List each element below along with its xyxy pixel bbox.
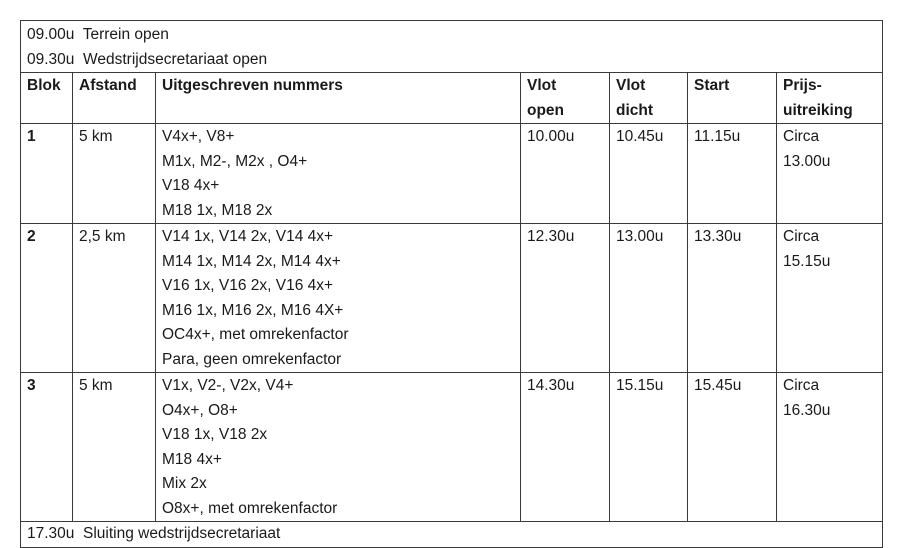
cell-blok: 1: [21, 124, 73, 224]
header-prijs-line2: uitreiking: [783, 101, 853, 119]
nummer-line: M14 1x, M14 2x, M14 4x+: [162, 252, 341, 270]
intro-line-secretariaat: 09.30u Wedstrijdsecretariaat open: [27, 50, 268, 68]
cell-vlot-dicht: 15.15u: [610, 373, 688, 522]
header-vlot-dicht-line2: dicht: [616, 101, 654, 119]
intro-line-terrein: 09.00u Terrein open: [27, 26, 169, 43]
cell-start: 11.15u: [688, 124, 777, 224]
cell-start: 13.30u: [688, 224, 777, 373]
cell-blok: 2: [21, 224, 73, 373]
prijs-line: 16.30u: [783, 401, 831, 419]
intro-cell: [21, 21, 883, 73]
cell-nummers: [156, 224, 521, 373]
header-afstand: Afstand: [73, 73, 156, 124]
cell-vlot-open: 12.30u: [521, 224, 610, 373]
nummer-line: M1x, M2-, M2x , O4+: [162, 152, 308, 170]
header-vlot-dicht-line1: Vlot: [616, 77, 646, 94]
schedule-table: [20, 20, 883, 548]
cell-nummers: [156, 124, 521, 224]
table-row: [21, 124, 883, 224]
table-row: [21, 373, 883, 522]
cell-prijsuitreiking: [777, 224, 883, 373]
nummer-line: V18 1x, V18 2x: [162, 426, 268, 443]
cell-vlot-open: 14.30u: [521, 373, 610, 522]
nummer-line: M16 1x, M16 2x, M16 4X+: [162, 301, 344, 319]
cell-afstand: 5 km: [73, 373, 156, 522]
header-nummers: Uitgeschreven nummers: [156, 73, 521, 124]
nummer-line: V4x+, V8+: [162, 128, 235, 145]
cell-afstand: 2,5 km: [73, 224, 156, 373]
header-prijs-line1: Prijs-: [783, 77, 822, 94]
nummer-line: O4x+, O8+: [162, 401, 238, 419]
nummer-line: V14 1x, V14 2x, V14 4x+: [162, 228, 334, 245]
nummer-line: V1x, V2-, V2x, V4+: [162, 377, 294, 394]
nummer-line: V16 1x, V16 2x, V16 4x+: [162, 277, 334, 294]
cell-blok: 3: [21, 373, 73, 522]
header-row: [21, 73, 883, 124]
header-prijsuitreiking: [777, 73, 883, 124]
prijs-line: Circa: [783, 128, 820, 145]
header-vlot-open-line2: open: [527, 101, 565, 119]
nummer-line: OC4x+, met omrekenfactor: [162, 326, 349, 343]
cell-start: 15.45u: [688, 373, 777, 522]
intro-row: [21, 21, 883, 73]
prijs-line: 13.00u: [783, 152, 831, 170]
header-vlot-open-line1: Vlot: [527, 77, 557, 94]
prijs-line: 15.15u: [783, 252, 831, 270]
nummer-line: M18 1x, M18 2x: [162, 201, 273, 219]
nummer-line: M18 4x+: [162, 450, 222, 468]
footer-sluiting: 17.30u Sluiting wedstrijdsecretariaat: [21, 522, 883, 548]
nummer-line: O8x+, met omrekenfactor: [162, 499, 338, 517]
cell-afstand: 5 km: [73, 124, 156, 224]
header-vlot-open: [521, 73, 610, 124]
table-row: [21, 224, 883, 373]
header-blok: Blok: [21, 73, 73, 124]
footer-row: [21, 522, 883, 548]
cell-prijsuitreiking: [777, 373, 883, 522]
cell-vlot-dicht: 13.00u: [610, 224, 688, 373]
cell-prijsuitreiking: [777, 124, 883, 224]
nummer-line: Para, geen omrekenfactor: [162, 350, 342, 368]
prijs-line: Circa: [783, 228, 820, 245]
cell-nummers: [156, 373, 521, 522]
header-start: Start: [688, 73, 777, 124]
cell-vlot-dicht: 10.45u: [610, 124, 688, 224]
nummer-line: Mix 2x: [162, 475, 207, 492]
header-vlot-dicht: [610, 73, 688, 124]
prijs-line: Circa: [783, 377, 820, 394]
cell-vlot-open: 10.00u: [521, 124, 610, 224]
nummer-line: V18 4x+: [162, 177, 220, 194]
